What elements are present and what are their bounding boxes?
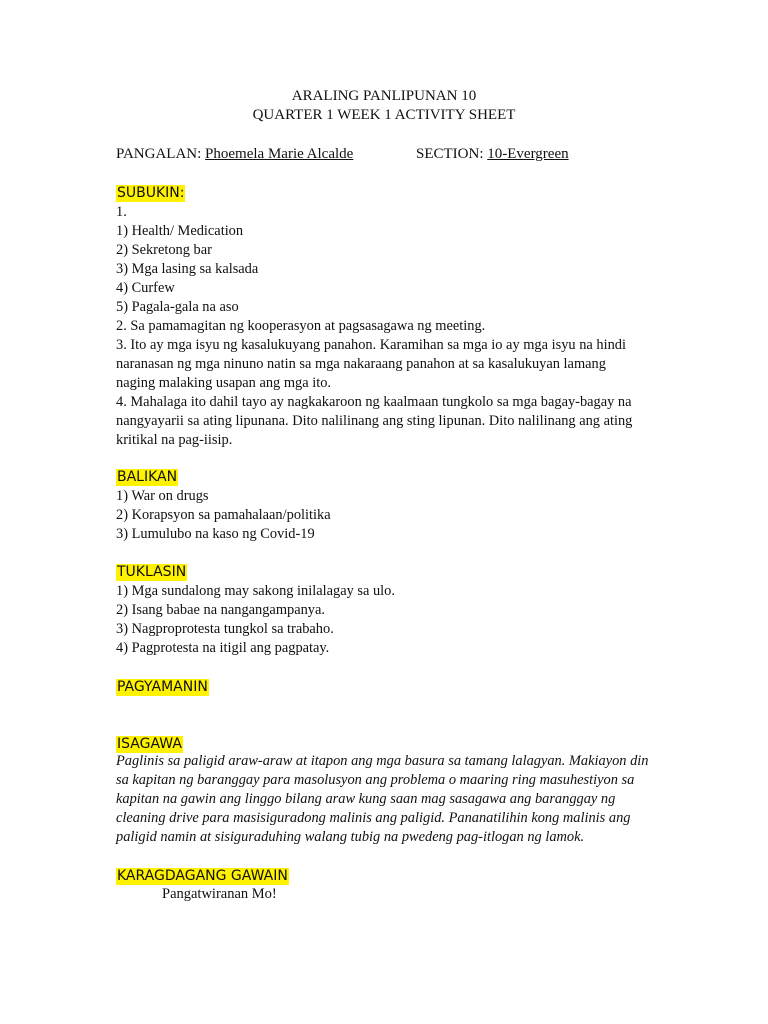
paragraph-line: Paglinis sa paligid araw-araw at itapon ang mga basura sa tamang lalagyan. Makiayon din (116, 753, 649, 769)
isagawa-paragraph (116, 752, 656, 847)
subukin-line: 3. Ito ay mga isyu ng kasalukuyang panahon. Karamihan sa mga io ay mga isyu na hindi (116, 337, 626, 353)
subukin-line: naging malaking usapan ang mga ito. (116, 375, 332, 391)
isagawa-heading-text: ISAGAWA (117, 736, 182, 752)
list-item: 3) Lumulubo na kaso ng Covid-19 (116, 526, 315, 542)
karagdagang-heading (116, 867, 289, 885)
document-subtitle: QUARTER 1 WEEK 1 ACTIVITY SHEET (252, 107, 516, 123)
section-label: SECTION: (416, 146, 488, 162)
paragraph-line: paligid namin at sisiguraduhing walang tubig na pwedeng pag-itlogan ng lamok. (116, 829, 585, 845)
pagyamanin-heading (116, 678, 209, 696)
section-value: 10-Evergreen (487, 146, 569, 162)
isagawa-heading (116, 735, 183, 753)
document-title: ARALING PANLIPUNAN 10 (291, 88, 477, 104)
subukin-line: 2. Sa pamamagitan ng kooperasyon at pagsasagawa ng meeting. (116, 318, 486, 334)
paragraph-line: sa kapitan ng baranggay para masolusyon ang problema o maaring ring masuhestiyon sa (116, 772, 635, 788)
name-value: Phoemela Marie Alcalde (205, 146, 354, 162)
name-field (116, 146, 353, 163)
list-item: 3) Nagproprotesta tungkol sa trabaho. (116, 621, 334, 637)
subukin-heading (116, 184, 185, 202)
name-label: PANGALAN: (116, 146, 206, 162)
subukin-line: naranasan ng mga ninuno natin sa mga nakaraang panahon at sa kasalukuyan lamang (116, 356, 606, 372)
subukin-line: 1. (116, 204, 127, 220)
karagdagang-heading-text: KARAGDAGANG GAWAIN (117, 868, 288, 884)
pagyamanin-heading-text: PAGYAMANIN (117, 679, 208, 695)
karagdagang-subheading: Pangatwiranan Mo! (162, 886, 277, 902)
subukin-heading-text: SUBUKIN: (117, 185, 185, 201)
balikan-heading (116, 468, 178, 486)
tuklasin-list (116, 582, 656, 658)
subukin-line: 5) Pagala-gala na aso (116, 299, 239, 315)
tuklasin-heading-text: TUKLASIN (117, 564, 187, 580)
subukin-line: 4) Curfew (116, 280, 175, 296)
list-item: 2) Korapsyon sa pamahalaan/politika (116, 507, 331, 523)
subukin-line: nangyayarii sa ating lipunana. Dito nalilinang ang sting lipunan. Dito nalilinang ang ating (116, 413, 633, 429)
list-item: 4) Pagprotesta na itigil ang pagpatay. (116, 640, 330, 656)
subukin-line: 4. Mahalaga ito dahil tayo ay nagkakaroon ng kaalmaan tungkolo sa mga bagay-bagay na (116, 394, 632, 410)
subukin-line: 2) Sekretong bar (116, 242, 212, 258)
balikan-list (116, 487, 656, 544)
list-item: 1) War on drugs (116, 488, 209, 504)
list-item: 2) Isang babae na nangangampanya. (116, 602, 325, 618)
section-field (416, 146, 569, 163)
subukin-line: kritikal na pag-iisip. (116, 432, 233, 448)
paragraph-line: cleaning drive para masisiguradong malinis ang paligid. Pananatilihin kong malinis ang (116, 810, 631, 826)
balikan-heading-text: BALIKAN (117, 469, 178, 485)
subukin-line: 1) Health/ Medication (116, 223, 244, 239)
subukin-line: 3) Mga lasing sa kalsada (116, 261, 259, 277)
paragraph-line: kapitan na gawin ang linggo bilang araw kung saan mag sasagawa ang baranggay ng (116, 791, 616, 807)
tuklasin-heading (116, 563, 187, 581)
subukin-answers (116, 203, 656, 450)
list-item: 1) Mga sundalong may sakong inilalagay sa ulo. (116, 583, 395, 599)
